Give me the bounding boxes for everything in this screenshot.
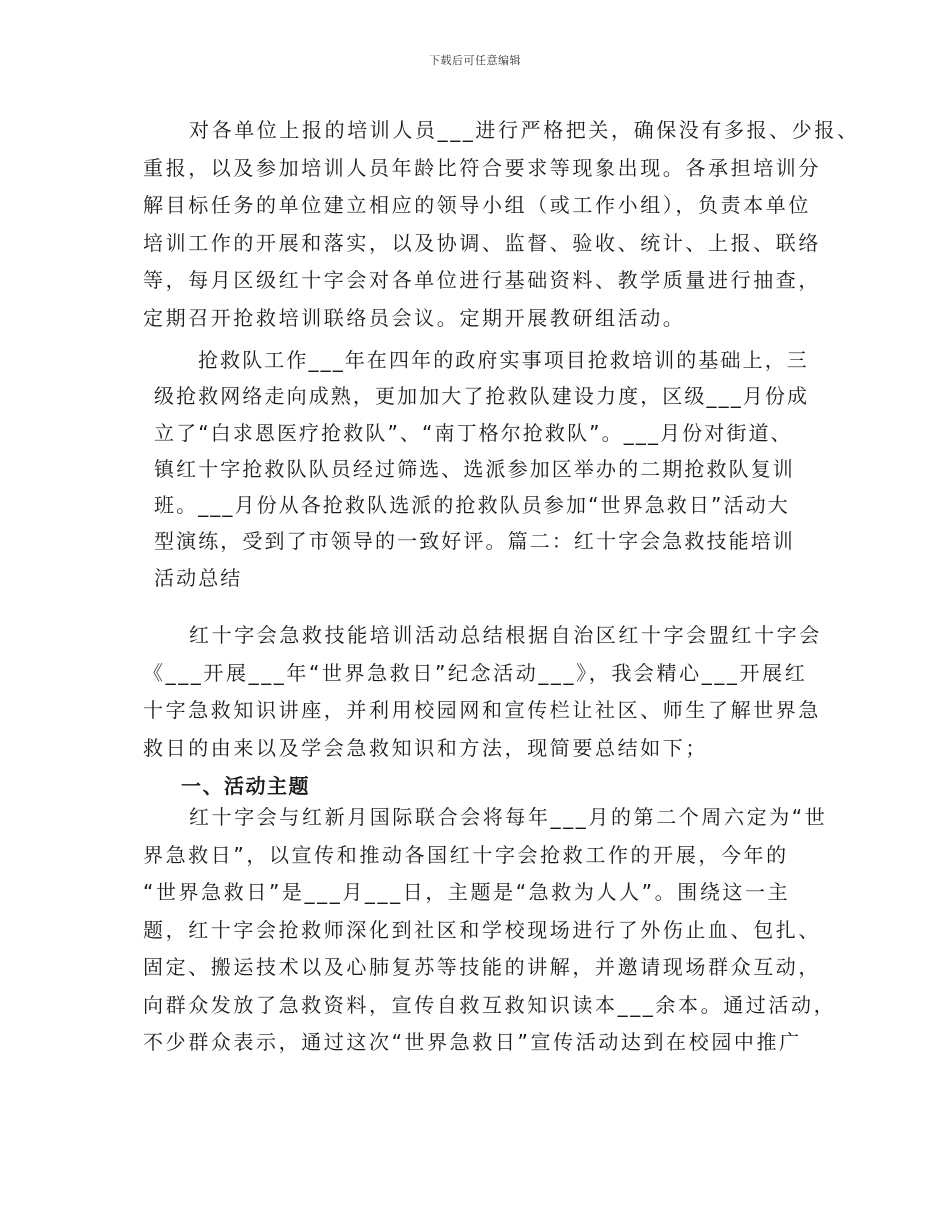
- text-line: 救日的由来以及学会急救知识和方法，现简要总结如下；: [143, 735, 708, 760]
- paragraph-summary-intro: [143, 617, 823, 767]
- text-line: 抢救队工作___年在四年的政府实事项目抢救培训的基础上，三: [198, 348, 809, 372]
- text-line: 不少群众表示，通过这次“世界急救日”宣传活动达到在校园中推广: [143, 1030, 802, 1054]
- text-line: 培训工作的开展和落实，以及协调、监督、验收、统计、上报、联络: [143, 230, 821, 255]
- text-line: 立了“白求恩医疗抢救队”、“南丁格尔抢救队”。___月份对街道、: [154, 420, 793, 445]
- text-line: 等，每月区级红十字会对各单位进行基础资料、教学质量进行抽查，: [143, 268, 821, 292]
- text-line: 班。___月份从各抢救队选派的抢救队员参加“世界急救日”活动大: [154, 493, 790, 518]
- text-line: 镇红十字抢救队队员经过筛选、选派参加区举办的二期抢救队复训: [154, 456, 795, 481]
- text-line: “世界急救日”是___月___日，主题是“急救为人人”。围绕这一主: [143, 880, 791, 904]
- text-line: 重报，以及参加培训人员年龄比符合要求等现象出现。各承担培训分: [143, 155, 821, 180]
- text-line: 型演练，受到了市领导的一致好评。篇二：红十字会急救技能培训: [154, 529, 795, 554]
- paragraph-activity-theme: [143, 799, 837, 1062]
- text-line: 解目标任务的单位建立相应的领导小组（或工作小组），负责本单位: [143, 193, 811, 217]
- text-line: 界急救日”，以宣传和推动各国红十字会抢救工作的开展，今年的: [143, 842, 789, 867]
- text-line: 活动总结: [154, 565, 243, 590]
- text-line: 红十字会急救技能培训活动总结根据自治区红十字会盟红十字会: [189, 623, 822, 647]
- text-line: 十字急救知识讲座，并利用校园网和宣传栏让社区、师生了解世界急: [143, 698, 821, 722]
- text-line: 题，红十字会抢救师深化到社区和学校现场进行了外伤止血、包扎、: [143, 917, 821, 942]
- page-header: 下载后可任意编辑: [429, 54, 521, 67]
- text-line: 定期召开抢救培训联络员会议。定期开展教研组活动。: [143, 305, 686, 330]
- heading-text: 一、活动主题: [181, 774, 310, 798]
- text-line: 固定、搬运技术以及心肺复苏等技能的讲解，并邀请现场群众互动，: [143, 955, 821, 979]
- text-line: 级抢救网络走向成熟，更加加大了抢救队建设力度，区级___月份成: [154, 384, 810, 409]
- paragraph-training-personnel: [143, 112, 860, 337]
- text-line: 对各单位上报的培训人员___进行严格把关，确保没有多报、少报、: [189, 118, 860, 142]
- text-line: 《___开展___年“世界急救日”纪念活动___》，我会精心___开展红: [143, 660, 808, 685]
- text-line: 红十字会与红新月国际联合会将每年___月的第二个周六定为“世: [189, 805, 828, 829]
- paragraph-rescue-team: [154, 342, 810, 596]
- text-line: 向群众发放了急救资料，宣传自救互救知识读本___余本。通过活动，: [143, 992, 837, 1017]
